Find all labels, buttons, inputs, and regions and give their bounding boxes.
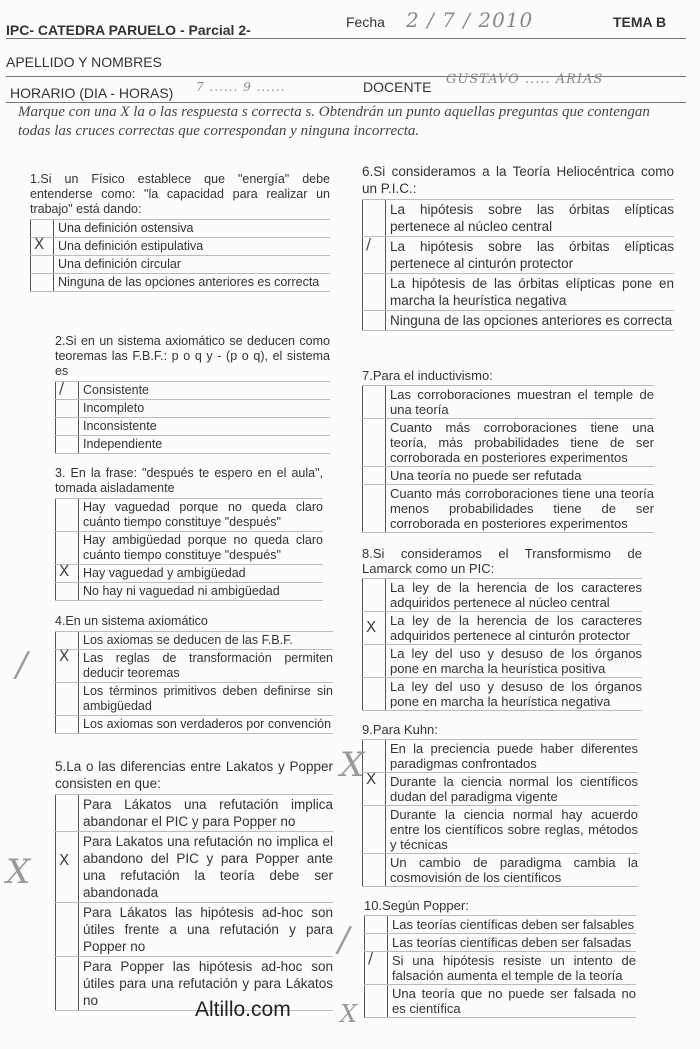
question-4 — [55, 614, 333, 734]
option — [55, 682, 333, 715]
question-title: 5.La o las diferencias entre Lakatos y Popper consisten en que: — [55, 759, 333, 791]
option — [362, 611, 642, 644]
option-text: Durante la ciencia normal hay acuerdo entre los científicos sobre reglas, métodos y técnicas — [390, 807, 638, 852]
option — [364, 933, 636, 951]
checkbox[interactable] — [362, 485, 386, 532]
option — [362, 739, 638, 772]
options — [362, 578, 642, 711]
margin-mark: X — [6, 852, 31, 892]
checkbox[interactable] — [362, 645, 386, 677]
option — [30, 273, 330, 292]
checkbox[interactable] — [362, 806, 386, 853]
options — [55, 498, 323, 601]
option — [362, 772, 638, 805]
question-title: 3. En la frase: "después te espero en el aula", tomada aisladamente — [55, 466, 323, 495]
option — [362, 418, 654, 466]
horario-label: HORARIO (DIA - HORAS) — [10, 85, 174, 101]
question-title: 10.Según Popper: — [364, 898, 469, 913]
checkbox[interactable] — [55, 562, 79, 582]
question-title: 7.Para el inductivismo: — [362, 368, 493, 383]
option-text: Una definición estipulativa — [58, 239, 204, 253]
option-text: Cuanto más corroboraciones tiene una teoría, más probabilidades tiene de ser corroborada en posteriores experimentos — [390, 420, 654, 465]
question-9 — [362, 722, 638, 887]
checkbox[interactable] — [362, 467, 386, 484]
option — [362, 484, 654, 533]
option — [55, 956, 333, 1011]
margin-mark: X — [340, 745, 365, 785]
question-7 — [362, 368, 654, 533]
option-text: Las reglas de transformación permiten deducir teoremas — [83, 651, 333, 680]
option-text: Para Lákatos las hipótesis ad-hoc son útiles frente a una refutación y para Popper no — [83, 905, 333, 954]
checkbox[interactable] — [362, 200, 386, 236]
option — [30, 255, 330, 273]
option — [55, 715, 333, 734]
option — [362, 273, 674, 310]
option-text: En la preciencia puede haber diferentes paradigmas confrontados — [390, 741, 638, 771]
margin-mark: / — [16, 645, 28, 685]
option-text: Hay ambigüedad porque no queda claro cuánto tiempo constituye "después" — [83, 533, 323, 562]
mark: X — [366, 618, 377, 636]
question-title: 9.Para Kuhn: — [362, 722, 438, 737]
question-6 — [362, 163, 674, 331]
option — [55, 631, 333, 649]
margin-mark: / — [338, 920, 350, 960]
question-title: 2.Si en un sistema axiomático se deducen como teoremas las F.B.F.: p o q y - (p o q), el sistema es — [55, 334, 330, 378]
option-text: Las corroboraciones muestran el temple de una teoría — [390, 387, 654, 417]
option-text: Las teorías científicas deben ser falsadas — [392, 935, 632, 950]
checkbox[interactable] — [55, 583, 79, 600]
mark: X — [34, 235, 45, 253]
question-title: 6.Si consideramos a la Teoría Heliocéntrica como un P.I.C.: — [362, 164, 674, 196]
option-text: Los axiomas son verdaderos por convención — [83, 717, 332, 731]
option-text: Una teoría que no puede ser falsada no es científica — [392, 986, 636, 1016]
checkbox[interactable] — [362, 579, 386, 611]
option — [362, 578, 642, 611]
fecha-value: 2 / 7 / 2010 — [406, 8, 534, 32]
option-text: Ninguna de las opciones anteriores es correcta — [58, 275, 320, 289]
option-text: Incompleto — [83, 401, 145, 415]
checkbox[interactable] — [55, 795, 79, 831]
option-text: La hipótesis sobre las órbitas elípticas pertenece al núcleo central — [390, 202, 674, 234]
option-text: Una teoría no puede ser refutada — [390, 468, 582, 483]
option-text: La hipótesis sobre las órbitas elípticas pertenece al cinturón protector — [390, 239, 674, 271]
checkbox[interactable] — [55, 418, 79, 435]
option-text: Hay vaguedad y ambigüedad — [83, 566, 246, 580]
checkbox[interactable] — [362, 678, 386, 710]
checkbox[interactable] — [362, 740, 386, 772]
options — [362, 385, 654, 533]
option — [362, 236, 674, 273]
checkbox[interactable] — [362, 612, 386, 644]
checkbox[interactable] — [362, 386, 386, 418]
option — [55, 794, 333, 831]
mark: X — [59, 562, 70, 580]
options — [362, 199, 674, 331]
mark: X — [59, 647, 70, 665]
option — [30, 219, 330, 237]
checkbox[interactable] — [55, 499, 79, 531]
options — [362, 739, 638, 887]
checkbox[interactable] — [362, 274, 386, 310]
option-text: Inconsistente — [83, 419, 157, 433]
option — [55, 564, 323, 582]
option-text: Para Lakatos una refutación no implica el abandono del PIC y para Popper ante una refutación la teoría debe ser abandonada — [83, 834, 333, 900]
mark: X — [366, 770, 377, 788]
checkbox[interactable] — [55, 832, 79, 902]
question-title: 8.Si consideramos el Transformismo de Lamarck como un PIC: — [362, 546, 642, 576]
question-title: 4.En un sistema axiomático — [55, 614, 208, 628]
checkbox[interactable] — [55, 532, 79, 564]
option — [364, 915, 636, 933]
instructions: Marque con una X la o las respuesta s correcta s. Obtendrán un punto aquellas preguntas que contengan todas las cruces correctas que correspondan y ninguna incorrecta. — [18, 104, 650, 139]
option — [362, 199, 674, 236]
option — [362, 805, 638, 853]
mark: / — [368, 949, 374, 967]
question-8 — [362, 546, 642, 711]
checkbox[interactable] — [362, 854, 386, 886]
margin-mark: X — [340, 1000, 358, 1028]
option-text: La ley de la herencia de los caracteres adquiridos pertenece al cinturón protector — [390, 613, 642, 643]
option-text: Para Popper las hipótesis ad-hoc son útiles para una refutación y para Lákatos no — [83, 959, 333, 1008]
option — [55, 381, 330, 399]
option — [55, 582, 323, 601]
option-text: Durante la ciencia normal los científicos dudan del paradigma vigente — [390, 774, 638, 804]
mark: X — [59, 851, 70, 869]
option — [30, 237, 330, 255]
option-text: Si una hipótesis resiste un intento de falsación aumenta el temple de la teoría — [392, 953, 636, 983]
option — [55, 417, 330, 435]
checkbox[interactable] — [30, 235, 54, 255]
option-text: Cuanto más corroboraciones tiene una teoría menos probabilidades tiene de ser corroborada en posteriores experimentos — [390, 486, 654, 531]
option-text: La ley del uso y desuso de los órganos pone en marcha la heurística positiva — [390, 646, 642, 676]
option-text: Las teorías científicas deben ser falsables — [392, 917, 635, 932]
question-10 — [364, 898, 636, 1018]
question-title: 1.Si un Físico establece que "energía" debe entenderse como: "la capacidad para realizar un trabajo" está dando: — [30, 172, 330, 216]
checkbox[interactable] — [55, 400, 79, 417]
checkbox[interactable] — [55, 436, 79, 453]
option-text: La ley del uso y desuso de los órganos pone en marcha la heurística negativa — [390, 679, 642, 709]
option-text: Para Lákatos una refutación implica abandonar el PIC y para Popper no — [83, 797, 333, 829]
checkbox[interactable] — [55, 379, 79, 399]
option — [364, 984, 636, 1018]
option-text: Consistente — [83, 383, 150, 397]
option — [362, 644, 642, 677]
option-text: No hay ni vaguedad ni ambigüedad — [83, 584, 280, 598]
checkbox[interactable] — [55, 957, 79, 1010]
checkbox[interactable] — [30, 256, 54, 273]
mark: / — [59, 379, 65, 397]
horario-value: 7 ...... 9 ...... — [196, 80, 286, 94]
header-row-1 — [6, 8, 686, 39]
option — [364, 951, 636, 984]
checkbox[interactable] — [362, 419, 386, 466]
option — [55, 435, 330, 454]
checkbox[interactable] — [362, 311, 386, 330]
option-text: Una definición ostensiva — [58, 221, 194, 235]
option — [55, 649, 333, 682]
option — [55, 399, 330, 417]
option-text: Independiente — [83, 437, 163, 451]
checkbox[interactable] — [362, 770, 386, 805]
options — [30, 219, 330, 292]
option — [55, 902, 333, 956]
option-text: Ninguna de las opciones anteriores es correcta — [390, 313, 673, 328]
checkbox[interactable] — [55, 647, 79, 682]
docente-label: DOCENTE — [363, 79, 432, 95]
option — [55, 531, 323, 564]
checkbox[interactable] — [55, 903, 79, 956]
option-text: Los términos primitivos deben definirse sin ambigüedad — [83, 684, 333, 713]
checkbox[interactable] — [362, 237, 386, 273]
apellido-label: APELLIDO Y NOMBRES — [6, 54, 162, 70]
options — [55, 381, 330, 454]
option-text: Un cambio de paradigma cambia la cosmovisión de los científicos — [390, 855, 638, 885]
question-3 — [55, 466, 323, 601]
checkbox[interactable] — [30, 274, 54, 291]
options — [364, 915, 636, 1018]
tema-label: TEMA B — [613, 14, 667, 30]
question-1 — [30, 172, 330, 292]
docente-value: GUSTAVO ..... ARIAS — [446, 72, 604, 87]
option — [362, 310, 674, 331]
question-2 — [55, 334, 330, 454]
checkbox[interactable] — [364, 949, 388, 984]
checkbox[interactable] — [364, 916, 388, 933]
fecha-label: Fecha — [346, 14, 385, 30]
header-row-3 — [6, 72, 686, 103]
option — [362, 385, 654, 418]
mark: / — [366, 235, 372, 253]
question-5 — [55, 758, 333, 1011]
options — [55, 794, 333, 1011]
option — [362, 677, 642, 711]
option-text: La hipótesis de las órbitas elípticas pone en marcha la heurística negativa — [390, 276, 674, 308]
option — [362, 466, 654, 484]
option — [55, 831, 333, 902]
checkbox[interactable] — [364, 985, 388, 1017]
option-text: La ley de la herencia de los caracteres adquiridos pertenece al núcleo central — [390, 580, 642, 610]
option-text: Los axiomas se deducen de las F.B.F. — [83, 633, 293, 647]
options — [55, 631, 333, 734]
footer-watermark: Altillo.com — [195, 998, 291, 1021]
option-text: Una definición circular — [58, 257, 181, 271]
option — [362, 853, 638, 887]
option-text: Hay vaguedad porque no queda claro cuánto tiempo constituye "después" — [83, 500, 323, 529]
option — [55, 498, 323, 531]
course-title: IPC- CATEDRA PARUELO - Parcial 2- — [6, 22, 251, 38]
checkbox[interactable] — [55, 716, 79, 733]
checkbox[interactable] — [55, 683, 79, 715]
